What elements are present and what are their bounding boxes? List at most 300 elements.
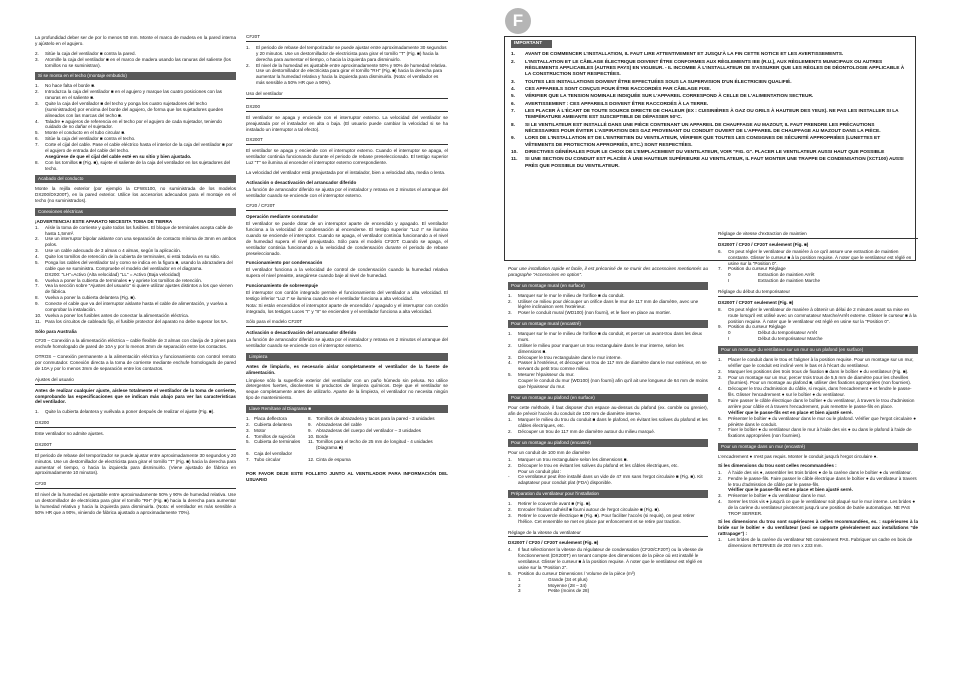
section-header-electrical: Conexiones eléctricas — [35, 208, 236, 216]
list-item-number: 2. — [35, 89, 39, 95]
keep-leaflet-note: POR FAVOR DEJE ESTE FOLLETO JUNTO AL VENTILADOR PARA INFORMACIÓN DEL USUARIO — [246, 470, 448, 482]
list-item-text: Con los tornillos ■ (Fig. ■), sujete el saliente de la caja del ventilador en los sujetadores del techo. — [45, 159, 231, 171]
setting-table-cell: Début du temporisateur Arrêt — [758, 330, 817, 336]
list-item-text: Il faut sélectionner la vitesse du régulateur de condensation (CF20/CF20T) ou la vitesse de fonctionnement (DX200T) en tenant compte des dimensions de la pièce où est installé le ventilateur. Glisser le curseur ■ à la position requise. À noter que le ventilateur est réglé en usine sur la "Position 2". — [518, 547, 704, 570]
list-item-number: 1. — [508, 417, 512, 423]
list-item-text: Enrouler l'isolant adhésif ■ fourni autour de l'ergot circulaire ■ (Fig. ■). — [518, 506, 661, 512]
list-item-number: 1. — [718, 469, 722, 475]
section-header-user-settings: Ajustes del usuario — [35, 376, 236, 385]
use-dx200t-text: El ventilador se apaga y enciende con el interruptor externo. Cuando el interruptor se apaga, el ventilador continúa funcionando durante el periodo de rebase preseleccionado. El testigo superior Luz "T" se ilumina al encender el interruptor externo correspondiente. — [246, 148, 448, 165]
list-item-text: Présenter le boîtier ● du ventilateur dans le mur. — [728, 493, 827, 499]
important-title: IMPORTANT — [511, 40, 552, 48]
list-item-text: Retirer le couvercle avant ■ (Fig. ■). — [518, 501, 592, 506]
list-item — [718, 537, 918, 549]
list-item-text: Position du curseur Dimensions / Volume de la pièce (m³) — [518, 570, 635, 576]
list-item — [718, 427, 918, 439]
parts-key-cell: 9. — [308, 421, 312, 427]
ceiling-flush-list — [508, 457, 708, 486]
section-header-cf20-cf20t: CF20 / CF20T — [246, 202, 448, 211]
parts-key-cell: Tornillos de sujeción — [254, 433, 296, 439]
list-item-text: Utiliser ce milieu pour découper un orifice dans le mur de 117 mm de diamètre, avec une légère inclinaison vers l'extérieur. — [518, 298, 699, 310]
list-item-text: Quite la cubierta delantera y vuélvala a poner después de realizar el ajuste (Fig. ■). — [45, 409, 215, 415]
list-item-number: 5. — [508, 570, 512, 576]
list-item — [508, 417, 708, 429]
section-header-mount-flush: Pour un montage dans un mur (encastré) — [718, 443, 918, 451]
list-item-number: 1. — [508, 292, 512, 298]
list-item-text: L'INSTALLATION ET LE CÂBLAGE ÉLECTRIQUE DOIVENT ÊTRE CONFORMES AUX RÈGLEMENTS IEE (R.U.), AUX RÈGLEMENTS MUNICIPAUX OU AUTRES RÈGLEMENTS APPLICABLES (AUTRES PAYS) EN VIGUEUR. - IL INCOMBE À L'INSTALLATEUR DE S'ASSURER QUE LES RÈGLES DE DÉONTOLOGIE APPLICABLE À LA CONSTRUCTION SONT RESPECTÉES. — [525, 59, 905, 78]
list-item-text: Vuelva a poner la cubierta delantera (Fig. ■). — [45, 295, 136, 301]
list-item — [508, 474, 708, 486]
parts-key-cell: Tornillos de abrazadera y tacos para la pared - 3 unidades — [316, 415, 435, 421]
list-item — [718, 386, 918, 398]
preparation-list — [508, 501, 708, 525]
parts-key-cell: Borde — [316, 433, 329, 439]
use-dx200-text: El ventilador se apaga y enciende con el interruptor externo. La velocidad del ventilador se preajustada por el instalador en alta o baja. (El usuario puede cambiar la velocidad si se ha instalado un interruptor a tal efecto). — [246, 114, 448, 132]
list-item-text: Découper le trou en évitant les solives du plafond et les câbles électriques, etc. — [518, 462, 679, 468]
list-item-text: Quite la caja del ventilador ■ del techo y ponga los cuatro sujetadores del techo (suministrados) por encima del borde del agujero, de forma que los sujetadores queden alineados con las marcas del techo ■. — [45, 100, 224, 118]
list-item-text: Corte el cijal del cable. Pase el cable eléctrico hasta el interior de la caja del ventilador ■ por el agujero de entrada del cable del techo. — [45, 142, 233, 153]
section-header-wall-surface: Pour un montage mural (en surface) — [508, 282, 708, 290]
list-item-text: Découper un trou de 117 mm de diamètre autour du milieu marqué. — [518, 429, 656, 435]
list-item — [35, 119, 236, 131]
list-item-text: Introduzca la caja del ventilador ■ en el agujero y marque las cuatro posiciones con las ranuras en el saliente ■. — [45, 89, 222, 100]
list-item-number: 10. — [511, 149, 518, 155]
list-item — [35, 57, 236, 69]
list-item-text: Sitúe la caja del ventilador ■ contra el techo. — [45, 136, 136, 142]
list-item-number: 4. — [508, 360, 512, 366]
column-4 — [718, 226, 918, 674]
flush-list — [718, 470, 918, 517]
list-item-number: 1. — [35, 409, 39, 415]
list-item — [35, 301, 236, 313]
list-item-text: El nivel de la humedad es ajustable entre aproximadamente 50% y 90% de humedad relativa. Use un destornillador de electricista para girar el tornillo "RH" (Fig. ■) hacia la derecha para aumentar la humedad relativa y hacia la izquierda para disminuirla. (Nota: el ventilador es más sensible a 50% HR que a 90%). — [256, 62, 447, 86]
condensation-text: El ventilador funciona a la velocidad de control de condensación cuando la humedad relativa supera el nivel preaiste, asegúrese cuando baje al nivel de humedad. — [246, 267, 448, 279]
list-item-number: 1. — [35, 224, 39, 230]
list-item — [508, 360, 708, 372]
list-item-text: Quite los tornillos de retención de la cubierta de terminales, si está todavía en su sitio. — [45, 254, 220, 259]
list-item — [35, 160, 236, 172]
parts-key-cell: Abrazaderas del cuerpo del ventilador – 3 unidades — [316, 427, 421, 433]
list-item-text: Vuelva a poner la cubierta de terminales ● y apriete los tornillos de retención. — [45, 277, 203, 283]
setting-table-cell: Début du temporisateur Marche — [758, 336, 823, 342]
list-item-number: 6. — [35, 136, 39, 142]
list-item-number: 3. — [718, 374, 722, 380]
list-item-number: 1. — [508, 501, 512, 506]
list-item-number: 2. — [508, 342, 512, 348]
list-item-number: 7. — [511, 108, 516, 114]
list-item-number: 2. — [508, 429, 512, 435]
setting-table-cell: I — [728, 278, 730, 284]
intro-text: La profundidad deber ser de por lo menos 50 mm. Monte el marco de madera en la pared interna y ajústelo en el agujero. — [35, 35, 236, 46]
speed-table — [508, 577, 708, 595]
list-item-number: 1. — [718, 356, 722, 362]
parts-key-cell: 10. — [308, 433, 315, 439]
setting-table-cell: I — [728, 336, 730, 342]
list-item-text: À l'aide des vis ●, assembler les trois brides ● de la carène dans le boîtier ● du ventilateur. — [728, 469, 912, 475]
list-item-number: 2. — [508, 506, 512, 512]
list-item — [508, 331, 708, 343]
parts-key-cell: Tornillos para el techo de 25 mm de longitud - 4 unidades (Diagrama ■) — [316, 439, 433, 451]
intro-list — [35, 51, 236, 69]
mount-list — [718, 357, 918, 439]
section-header-delay: Réglage du début du temporisateur — [718, 288, 918, 297]
list-item-number: 6. — [718, 415, 722, 421]
list-item-number: 4. — [718, 386, 722, 392]
list-item — [35, 225, 236, 237]
list-item-text: Asegúrese de que el cijal del cable esté en su sitio y bien ajustado. — [45, 153, 192, 159]
list-item — [35, 236, 236, 248]
list-item-number: 8. — [718, 306, 722, 312]
list-item-text: El periodo de rebase del temporizador se puede ajustar entre aproximadamente 30 segundos y 20 minutos. Use un destornillador de electricista para girar el tornillo "T" (Fig. ■) hacia la derecha para aumentar el tiempo, o hacia la izquierda para disminuirlo. — [256, 44, 447, 62]
list-item-text: Ponga los cables del ventilador tal y como se indica en la figura ■, usando la abrazadera del cable que se suministra. Compruebe el modelo del ventilador en el diagrama. — [45, 259, 233, 271]
list-item-text: Marquer sur le mur le milieu de l'orifice ■ du conduit. — [518, 292, 625, 298]
speed-models: DX200T / CF20 / CF20T seulement (Fig. ■) — [508, 540, 599, 546]
list-item-number: 1. — [35, 83, 39, 89]
list-item-number: 1. — [508, 456, 512, 462]
column-2 — [246, 33, 448, 673]
parts-key-cell: 11. — [308, 439, 315, 445]
delay-list — [718, 307, 918, 331]
list-item-text: CES APPAREILS SONT CONÇUS POUR ÊTRE RACCORDÉS PAR CÂBLAGE FIXE. — [525, 86, 711, 92]
list-item-text: Vérifier que le passe-fils est en place et bien ajusté serré. — [728, 487, 853, 493]
list-item-number: 4. — [508, 547, 512, 553]
list-item-text: Passer à l'extérieur, et découper un trou de 117 mm de diamètre dans le mur extérieur, en se servant du petit trou comme milieu. — [518, 360, 707, 372]
list-item-text: Ce ventilateur peut être installé dans un vide de 47 mm sans l'ergot circulaire ■ (Fig. ■). Kit adaptateur pour conduit plat (FDA) disponible. — [518, 474, 703, 486]
ceiling-list — [35, 83, 236, 171]
list-item-text: TOUTES LES INSTALLATIONS DOIVENT ÊTRE EFFECTUÉES SOUS LA SUPERVISION D'UN ÉLECTRICIEN QUALIFIÉ. — [525, 79, 792, 85]
list-item-number: 7. — [35, 283, 39, 289]
list-item — [511, 136, 909, 149]
list-item — [508, 513, 708, 525]
list-item-text: On peut régler le ventilateur de manière à ce qu'il assure une extraction de maintien constante. Glisser le curseur ■ à la position requise. À noter que le ventilateur est réglé en usine sur la "Position 0". — [728, 248, 912, 266]
list-item-number: 7. — [718, 266, 722, 272]
list-item-number: 3. — [718, 493, 722, 499]
list-item — [511, 109, 909, 122]
list-item-number — [508, 378, 514, 390]
list-item-text: Use un cable adecuado de 3 almas o 4 almas, según la aplicación. — [45, 248, 182, 254]
list-item-text: Use un interruptor bipolar aislante con una separación de contacto mínima de 3mm en ambos polos. — [45, 236, 236, 248]
list-item-number: 3. — [508, 354, 512, 360]
section-header-speed: Réglage de la vitesse du ventilateur — [508, 529, 708, 538]
list-item-text: Taladre ● agujeros de referencia en el techo por el agujero de cada sujetador, teniendo cuidado de no dañar el sujetador. — [45, 118, 222, 130]
flush-intro: L'encadrement ● n'est pas requis. Monter le conduit jusqu'à l'ergot circulaire ●. — [718, 454, 878, 459]
list-item-text: VÉRIFIER QUE LA TENSION NOMINALE INDIQUÉE SUR L'APPAREIL CORRESPOND À CELLE DE L'ALIMENTATION SECTEUR. — [525, 94, 814, 100]
list-item-number: 2. — [718, 475, 722, 481]
list-item-text: Vérifier que le passe-fils est en place et bien ajusté serré. — [728, 409, 853, 415]
parts-key-cell: Abrazaderas del cable — [316, 421, 362, 427]
cf20-text: El nivel de la humedad es ajustable entre aproximadamente 50% y 90% de humedad relativa. Use un destornillador de electricista para girar el tornillo "RH" (Fig. ■) hacia la derecha para aumentar la humedad relativa y hacia la izquierda para disminuirla. (Nota: el ventilador es más sensible a 50% HR que a 90%, viniendo de fábrica ajustado a aproximadamente 70%). — [35, 492, 236, 515]
parts-key-cell: 6. — [246, 451, 250, 457]
list-item-number: 4. — [35, 254, 39, 259]
list-item — [246, 63, 448, 87]
list-item-number: 1. — [718, 537, 722, 543]
list-item-number: 5. — [35, 130, 39, 136]
australia-title: Sólo para Australia — [35, 328, 77, 334]
australia-cf20: CF20 – Conexión a la alimentación eléctrica – cable flexible de 3 almas con clavija de 3 pines para enchufe homologado de pared de 10A y por lo menos 3mm de separación entre los contactos. — [35, 338, 236, 350]
list-item-number: 4. — [511, 86, 516, 92]
important-list — [511, 52, 909, 170]
delay-start-title-2: Activación o desactivación del arrancador diferido — [246, 330, 357, 336]
list-item-text: Les brides de la carène du ventilateur NE conviennent PAS. Fabriquer un cadre en bois de dimensions INTERNES de 203 mm x 233 mm. — [728, 537, 913, 549]
column-1 — [35, 35, 236, 675]
list-item-number: 8. — [511, 122, 516, 128]
list-item — [718, 307, 918, 325]
list-item-text: Découper le trou rectangulaire dans le mur interne. — [518, 354, 622, 360]
list-item — [511, 80, 909, 86]
list-item-number: 3. — [508, 512, 512, 518]
earth-warning: ¡ADVERTENCIA! ESTE APARATO NECESITA TOMA DE TIERRA — [35, 218, 173, 224]
parts-key-cell: Cubierta de terminales — [254, 439, 301, 445]
ceiling-surface-text: Pour cette méthode, il faut disposer d'un espace au-dessus du plafond (ex. comble ou grenier), afin de prévoir l'accès du conduit de 100 mm de diamètre interne. — [508, 404, 708, 416]
list-item-number: 9. — [718, 324, 722, 330]
list-item-text: Para los circuitos de cableado fijo, el fusible protector del aparato no debe superar los 5A. — [45, 318, 228, 324]
list-item-text: Utiliser le milieu pour marquer un trou rectangulaire dans le mur interne, selon les dimensions ■. — [518, 342, 684, 354]
section-header-ceiling-flush: Pour un montage au plafond (encastré) — [508, 439, 708, 447]
list-item — [35, 260, 236, 272]
list-item-text: On peut régler le ventilateur de manière à obtenir un délai de 2 minutes avant sa mise en route lorsqu'il est utilisé avec un commutateur Marche/Arrêt externe. Glisser le curseur ■ à la position requise. À noter que le ventilateur est réglé en usine sur la "Position 0". — [728, 306, 917, 324]
list-item-number: 8. — [35, 295, 39, 301]
section-header-mount-surface: Pour un montage du ventilateur sur un mur ou un plafond (en surface) — [718, 346, 918, 354]
list-item-number: 5. — [718, 398, 722, 403]
switch-operation-title: Operación mediante conmutador — [246, 214, 318, 220]
list-item-number: 3. — [508, 310, 512, 316]
list-item — [511, 94, 909, 100]
delay-start-text-2: La función de arrancador diferido se ajusta por el instalador y retrasa en 2 minutos el arranque del ventilador cuando se enciende con el interruptor externo. — [246, 337, 448, 348]
list-item — [35, 319, 236, 325]
list-item-number: 6. — [35, 277, 39, 283]
list-item-number: 1. — [246, 44, 250, 50]
list-item-number: 3. — [35, 248, 39, 254]
setting-table-cell: 2 — [518, 582, 521, 588]
australia-otros: OTROS – Conexión permanente a la alimentación eléctrica y funcionamiento con control remoto por conmutador. Conexión directa a la toma de corriente mediante enchufe homologado de pared de 10A y por lo menos 3mm de separación entre los contactos. — [35, 354, 236, 371]
list-item-text: Position du curseur Réglage — [728, 266, 786, 272]
section-header-wall-flush: Pour un montage mural (encastré) — [508, 320, 708, 328]
parts-key-cell: Motor — [254, 427, 266, 433]
list-item-number: 1. — [511, 52, 516, 58]
delay-start-text: La función de arrancador diferido se ajusta por el instalador y retrasa en 2 minutos el arranque del ventilador cuando se enciende con el interruptor externo. — [246, 186, 448, 198]
use-dx200t-text-2: La velocidad del ventilador está preajustada por el instalador, bien a velocidad alta, media o lenta. — [246, 169, 446, 175]
list-item-text: Marquer sur le mur le milieu de l'orifice ■ du conduit, et percer un avant-trou dans les deux murs. — [518, 331, 702, 342]
switch-operation-text: El ventilador se puede dotar de un interruptor aparte de encendido y apagado. El ventilador funciona a la velocidad de condensación al encenderse. El testigo superior "Luz I" se ilumina cuando se enciende el interruptor. Cuando se apaga, el ventilador continúa funcionando a el nivel de humedad supera el nivel preajustado. Sólo para el modelo CF20T: Cuando se apaga, el ventilador continúa funcionando a la velocidad de condensación durante el periodo de rebase preseleccionado. — [246, 221, 448, 256]
section-header-dx200: DX200 — [35, 419, 236, 428]
cf20t-list — [246, 45, 448, 86]
list-item-number: 1. — [508, 331, 512, 336]
list-item-number: 3. — [511, 79, 516, 85]
list-item-text: Mesurer l'épaisseur du mur. — [518, 372, 575, 378]
list-item — [718, 357, 918, 369]
list-item-text: Atornille la caja del ventilador ■ en el marco de madera usando las ranuras del saliente (los tornillos no se suministran). — [45, 56, 231, 68]
setting-table-cell: Extraction de maintien Arrêt — [758, 272, 815, 278]
boost-text: El interruptor con cordón integrado permite el funcionamiento del ventilador a alta velocidad. El testigo inferior "Luz I" se ilumina cuando se el ventilador funciona a alta velocidad. — [246, 289, 448, 301]
list-item-text: No hace falta el borde ■. — [45, 83, 96, 89]
list-item-number: 2. — [35, 236, 39, 242]
list-item — [508, 299, 708, 311]
ceiling-flush-text: Pour un conduit de 100 mm de diamètre — [508, 449, 590, 455]
parts-key-cell: Placa deflectora — [254, 415, 287, 421]
list-item — [718, 499, 918, 517]
list-item-text: DIRECTIVES GÉNÉRALES POUR LE CHOIX DE L'EMPLACEMENT DU VENTILATEUR, VOIR "FIG. G". PLACER LE VENTILATEUR AUSSI HAUT QUE POSSIBLE — [525, 149, 885, 155]
list-item — [35, 89, 236, 101]
electrical-list — [35, 225, 236, 325]
list-item-text: Marquer le milieu du trou du conduit ■ dans le plafond, en évitant les solives du plafond et les câbles électriques, etc. — [518, 417, 708, 429]
list-item-text: Poser le conduit mural (WD100) (non fourni), et le fixer en place au mortier. — [518, 310, 671, 316]
flush-recommended: Si les dimensions du trou sont celles recommandées : — [718, 462, 837, 468]
setting-table-cell: 1 — [518, 576, 521, 582]
setting-table-cell: 3 — [518, 588, 521, 594]
list-item — [508, 343, 708, 355]
list-item-number: 5. — [508, 372, 512, 378]
list-item-number: 5. — [511, 94, 516, 100]
parts-key-cell: Cinta de espuma — [316, 457, 351, 462]
list-item — [508, 547, 708, 571]
list-item — [511, 150, 909, 156]
setting-table-cell: Moyenne (28 – 34) — [548, 582, 587, 588]
list-item-text: Fendre le passe-fils. Faire passer le câble électrique dans le boîtier ● du ventilateur à travers le trou d'admission de câble par le passe-fils. — [728, 475, 917, 487]
parts-key-cell: 12. — [308, 457, 315, 462]
list-item — [718, 375, 918, 387]
list-item-text: Vuelva a poner los fusibles antes de conectar la alimentación eléctrica. — [45, 312, 190, 318]
list-item — [508, 429, 708, 435]
section-header-use-dx200: DX200 — [246, 103, 448, 112]
list-item-number: 11. — [511, 157, 518, 163]
list-item-number: - — [508, 474, 510, 480]
list-item-number: 3. — [35, 56, 39, 62]
list-item-text: LES PLACER À L'ÉCART DE TOUTE SOURCE DIRECTE DE CHALEUR (EX : CUISINIÈRES À GAZ OU GRILS À HAUTEUR DES YEUX). NE PAS LES INSTALLER SI LA TEMPÉRATURE AMBIANTE EST SUSCEPTIBLE DE DÉPASSER 50°C. — [525, 108, 899, 121]
list-item-text: Faire passer le câble électrique dans le boîtier ● du ventilateur, à travers le trou d'admission arrière pour câble et à travers l'encadrement, puis remettre le passe-fils en place. — [728, 398, 915, 409]
list-item — [511, 87, 909, 93]
list-item-number: 2. — [511, 59, 516, 65]
setting-table-cell: Grande (34 et plus) — [548, 576, 588, 582]
speed-list — [508, 547, 708, 576]
parts-key-cell: 8. — [308, 415, 312, 421]
section-header-use-dx200t: DX200T — [246, 136, 448, 145]
section-header-cleaning: Limpieza — [246, 353, 448, 361]
list-item-text: Position du curseur Réglage — [728, 324, 786, 330]
list-item — [718, 398, 918, 410]
dx200t-text: El periodo de rebase del temporizador se puede ajustar entre aproximadamente 30 segundos y 20 minutos. Use un destornillador de electricista para girar el tornillo "T" (Fig. ■) hacia la derecha para aumentar el tiempo, o hacia la izquierda para disminuirlo. (Viene ajustado de fábrica en aproximadamente 10 minutos). — [35, 452, 236, 476]
list-item-text: Aísle la toma de corriente y quite todos los fusibles. El bloque de terminales acepta cable de hasta 1,5mm². — [45, 224, 233, 236]
parts-key-cell: 3. — [246, 427, 250, 433]
list-item-text: DX200: "LH"=Activo (Alta velocidad) "LL" = Activo (Baja velocidad) — [45, 271, 181, 277]
ducting-text: Monte la rejilla exterior (por ejemplo la CFWS100, no suministrada de los modelos DX200/DX200T), en la pared exterior. Utilice los accesorios adecuados para el montaje en el techo (no suministrados). — [35, 186, 236, 203]
wall-flush-list — [508, 331, 708, 390]
parts-key-cell: 1. — [246, 415, 250, 421]
list-item-number: 7. — [35, 142, 39, 147]
list-item-text: Pour un montage sur un mur, percer trois trous de 5,5 mm de diamètre pour les chevilles (fournies). Pour un montage au plafond ■, utiliser des fixations appropriées (non fournies). — [728, 374, 912, 386]
list-item-text: AVANT DE COMMENCER L'INSTALLATION, IL FAUT LIRE ATTENTIVEMENT ET JUSQU'À LA FIN CETTE NOTICE ET LES AVERTISSEMENTS. — [525, 52, 844, 58]
list-item-number: 10. — [35, 312, 42, 318]
list-item-number: 4. — [718, 499, 722, 505]
parts-key-cell: Cubierta delantera — [254, 421, 292, 427]
list-item-number: 9. — [511, 136, 516, 142]
list-item — [511, 123, 909, 136]
section-header-ceiling-surface: Pour un montage au plafond (en surface) — [508, 394, 708, 402]
list-item-text: Pour un conduit plat : — [518, 468, 562, 474]
parts-key-cell: 5. — [246, 439, 250, 445]
language-badge-f: F — [505, 8, 531, 34]
list-item — [718, 249, 918, 267]
list-item — [718, 416, 918, 428]
list-item — [246, 45, 448, 63]
list-item-number: 6. — [718, 248, 722, 254]
section-header-cf20t-only: Sólo para el modelo CF20T — [246, 318, 448, 327]
list-item-text: Présenter le boîtier ● du ventilateur dans le mur ou le plafond. Vérifier que l'ergot circulaire ● pénètre dans le conduit. — [728, 415, 916, 427]
delay-table — [718, 330, 918, 342]
condensation-title: Funcionamiento por condensación — [246, 260, 323, 266]
section-header-parts-key: Llave Remítase al Diagrama ■ — [246, 405, 448, 413]
list-item-number: 8. — [35, 159, 39, 165]
setting-table-cell: 0 — [728, 330, 731, 336]
list-item-number: 7. — [718, 427, 722, 433]
list-item-text: SI LE VENTILATEUR EST INSTALLÉ DANS UNE PIÈCE CONTENANT UN APPAREIL DE CHAUFFAGE AU MAZOUT, IL FAUT PRENDRE LES PRÉCAUTIONS NÉCESSAIRES POUR ÉVITER L'ASPIRATION DES GAZ PROVENANT DU CONDUIT OUVERT DE L'APPAREIL DE CHAUFFAGE AU MAZOUT DANS LA PIÈCE. — [525, 122, 881, 134]
section-header-ducting: Acabado del conducto — [35, 175, 236, 183]
flush-larger: Si les dimensions du trou sont supérieures à celles recommandées, ex. : supérieures à la bride sur le boîtier ● du ventilateur (ceci se rapporte généralement aux installations "de rattrapage") : — [718, 518, 918, 536]
extract-models: DX200T / CF20 / CF20T seulement (Fig. ■) — [718, 241, 809, 247]
parts-key-cell: Caja del ventilador — [254, 451, 293, 457]
boost-note: Nota: Si están encendidos el interruptor aparte de encendido / apagado y el interruptor con cordón integrado, los testigos Luces "I" y "II" se encienden y el ventilador funciona a alta velocidad. — [246, 302, 448, 314]
list-item-text: Sitúe la caja del ventilador ■ contra la pared. — [45, 50, 136, 56]
ceiling-surface-list — [508, 417, 708, 435]
list-item-number: 3. — [35, 100, 39, 106]
list-item — [35, 409, 236, 415]
list-item — [508, 378, 708, 390]
list-item — [511, 52, 909, 58]
list-item — [511, 157, 909, 170]
list-item-number: 11. — [35, 318, 42, 324]
list-item-text: Placer le conduit dans le trou et l'aligner à la position requise. Pour un montage sur un mur, vérifier que le conduit est incliné vers le bas et à l'écart du ventilateur. — [728, 356, 914, 368]
list-item-number: 2. — [246, 62, 250, 68]
wall-surface-list — [508, 293, 708, 317]
list-item-text: Retirer le couvercle électrique ■ (Fig. ■). Pour faciliter l'accès (si requis), on peut retirer l'hélice. Cet ensemble se met en place par enfoncement et se retire par traction. — [518, 512, 695, 524]
extract-table — [718, 272, 918, 284]
parts-key-cell: 2. — [246, 421, 250, 427]
list-item-text: Conecte el cable que va del interruptor aislante hasta el cable de alimentación, y vuelva a comprobar la instalación. — [45, 301, 228, 312]
boost-title: Funcionamiento de sobreempuje — [246, 283, 318, 288]
list-item-number: 2. — [508, 298, 512, 304]
parts-key-cell: 9. — [308, 427, 312, 433]
list-item-text: Marquer un trou rectangulaire selon les dimensions ■. — [518, 456, 628, 462]
list-item — [35, 283, 236, 295]
list-item-number: 5. — [35, 259, 39, 265]
list-item-text: Découper le trou d'admission du câble, si requis, dans l'encadrement ● et fendre le passe-fils. Glisser l'encadrement ● sur le boîtier ● du ventilateur. — [728, 386, 912, 398]
list-item-text: Vea la sección sobre "Ajustes del usuario" si quiere utilizar ajustes distintos a los que vienen de fábrica. — [45, 283, 233, 295]
column-3 — [508, 266, 708, 671]
list-item — [718, 476, 918, 488]
section-header-cf20t: CF20T — [246, 33, 448, 42]
flush-list-2 — [718, 537, 918, 549]
list-item — [511, 60, 909, 79]
dx200-text: Este ventilador no admite ajustes. — [35, 431, 104, 436]
list-item-number: 2. — [718, 368, 722, 374]
section-header-dx200t: DX200T — [35, 441, 236, 450]
list-item-text: AVERTISSEMENT : CES APPAREILS DOIVENT ÊTRE RACCORDÉS À LA TERRE. — [525, 101, 709, 107]
list-item-text: SI UNE SECTION DU CONDUIT EST PLACÉE À UNE HAUTEUR SUPÉRIEURE AU VENTILATEUR, IL FAUT MONTER UNE TRAPPE DE CONDENSATION (XCT100) AUSSI PRÈS QUE POSSIBLE DU VENTILATEUR. — [525, 157, 904, 169]
list-item-text: Fixer le boîtier ● du ventilateur dans le mur à l'aide des vis ● ou dans le plafond à l'aide de fixations appropriées (non fournies). — [728, 427, 912, 439]
list-item-number: 6. — [511, 101, 516, 107]
section-header-cf20: CF20 — [35, 480, 236, 489]
list-item-text: Couper le conduit du mur (WD100) (non fourni) afin qu'il ait une longueur de 64 mm de moins que l'épaisseur du mur. — [518, 378, 708, 389]
parts-key-table — [246, 416, 448, 463]
cleaning-warning: Antes de limpiarlo, es necesario aislar completamente el ventilador de la fuente de alimentación. — [246, 363, 448, 375]
list-item-number: 2. — [508, 462, 512, 468]
list-item-number: 4. — [35, 118, 39, 124]
section-header-ceiling: Si se monta en el techo (montaje embutido) — [35, 72, 236, 80]
list-item — [35, 142, 236, 154]
parts-key-cell: Tubo circular — [254, 457, 281, 462]
list-item-text: Marquer les positions des trois trous de fixation ■ dans le boîtier ● du ventilateur (Fig. ■). — [728, 368, 909, 374]
user-settings-list — [35, 409, 236, 415]
section-header-preparation: Préparation du ventilateur pour l'installation — [508, 490, 708, 498]
